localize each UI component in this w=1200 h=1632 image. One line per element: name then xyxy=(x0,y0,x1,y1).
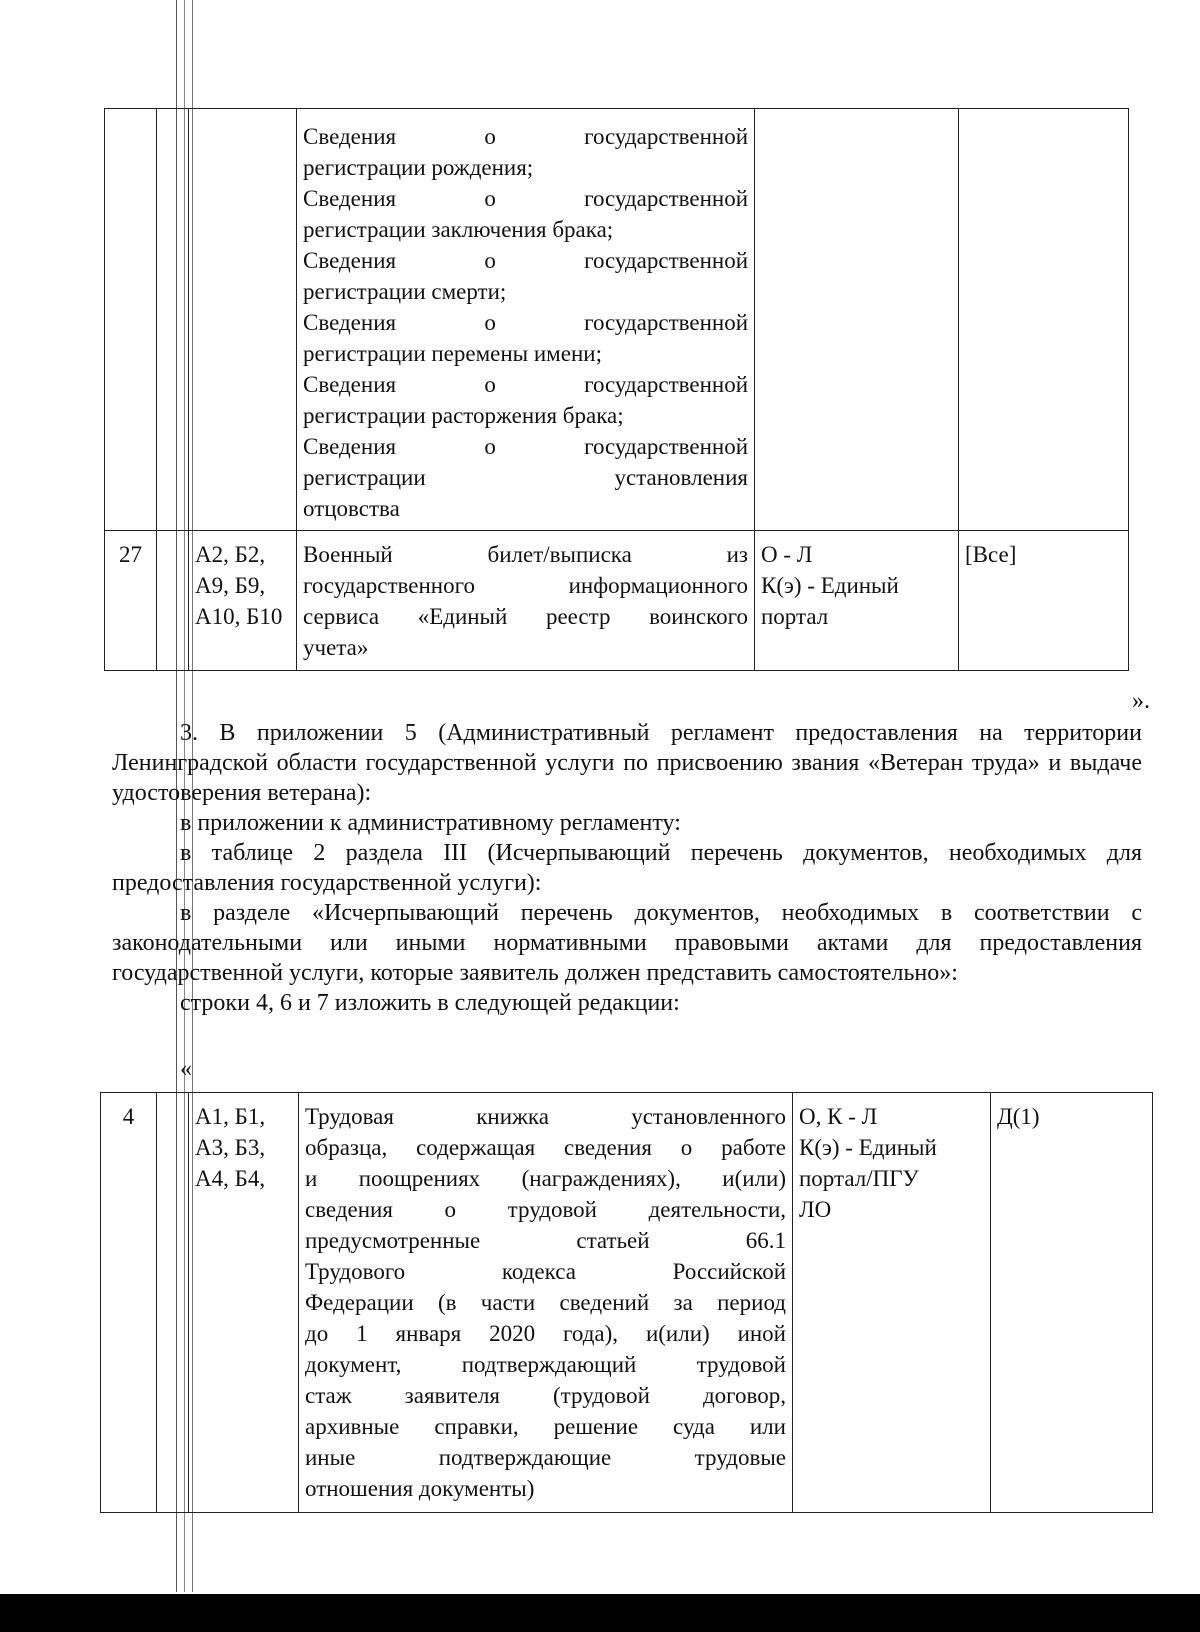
category-line: А2, Б2, xyxy=(195,542,266,567)
doc-line: Сведения о государственной xyxy=(303,434,748,459)
doc-line: архивные справки, решение суда или xyxy=(305,1414,786,1439)
doc-line: Сведения о государственной xyxy=(303,310,748,335)
doc-line: регистрации смерти; xyxy=(303,279,507,304)
doc-line: до 1 января 2020 года), и(или) иной xyxy=(305,1321,786,1346)
cell-number: 4 xyxy=(101,1093,157,1513)
category-line: А9, Б9, xyxy=(195,573,266,598)
cell-document xyxy=(297,531,755,671)
cell-method xyxy=(793,1093,991,1513)
amendment-text xyxy=(112,718,1142,1018)
cell-applicants xyxy=(959,109,1129,531)
cell-spacer xyxy=(157,1093,189,1513)
cell-categories xyxy=(189,531,297,671)
doc-line: Сведения о государственной xyxy=(303,186,748,211)
cell-number xyxy=(105,109,157,531)
cell-applicants: Д(1) xyxy=(991,1093,1153,1513)
method-line: портал xyxy=(761,604,829,629)
doc-line: регистрации установления xyxy=(303,465,748,490)
doc-line: сведения о трудовой деятельности, xyxy=(305,1197,786,1222)
cell-applicants: [Все] xyxy=(959,531,1129,671)
cell-categories xyxy=(189,109,297,531)
documents-table-continuation xyxy=(104,108,1129,671)
doc-line: сервиса «Единый реестр воинского xyxy=(303,604,748,629)
doc-line: отношения документы) xyxy=(305,1476,535,1501)
doc-line: Военный билет/выписка из xyxy=(303,542,748,567)
doc-line: регистрации перемены имени; xyxy=(303,341,602,366)
cell-method xyxy=(755,531,959,671)
table-row xyxy=(101,1093,1153,1513)
documents-table-new-rows xyxy=(100,1092,1153,1513)
category-line: А3, Б3, xyxy=(195,1135,266,1160)
doc-line: государственного информационного xyxy=(303,573,748,598)
cell-document xyxy=(299,1093,793,1513)
doc-line: регистрации заключения брака; xyxy=(303,217,614,242)
cell-categories xyxy=(189,1093,299,1513)
paragraph: в таблице 2 раздела III (Исчерпывающий перечень документов, необходимых для предоставления государственной услуги): xyxy=(112,840,1142,896)
doc-line: учета» xyxy=(303,635,369,660)
paragraph: в приложении к административному регламенту: xyxy=(180,810,681,836)
doc-line: предусмотренные статьей 66.1 xyxy=(305,1228,786,1253)
cell-document xyxy=(297,109,755,531)
doc-line: иные подтверждающие трудовые xyxy=(305,1445,786,1470)
doc-line: отцовства xyxy=(303,496,400,521)
method-line: К(э) - Единый xyxy=(799,1135,937,1160)
opening-quote: « xyxy=(180,1056,192,1082)
closing-quote: ». xyxy=(1132,688,1150,714)
cell-spacer xyxy=(157,531,189,671)
method-line: К(э) - Единый xyxy=(761,573,899,598)
scan-bottom-edge xyxy=(0,1594,1200,1632)
doc-line: и поощрениях (награждениях), и(или) xyxy=(305,1166,786,1191)
method-line: ЛО xyxy=(799,1197,832,1222)
category-line: А4, Б4, xyxy=(195,1166,266,1191)
cell-spacer xyxy=(157,109,189,531)
doc-line: стаж заявителя (трудовой договор, xyxy=(305,1383,786,1408)
doc-line: Сведения о государственной xyxy=(303,248,748,273)
doc-line: Сведения о государственной xyxy=(303,372,748,397)
cell-number: 27 xyxy=(105,531,157,671)
doc-line: Федерации (в части сведений за период xyxy=(305,1290,786,1315)
doc-line: документ, подтверждающий трудовой xyxy=(305,1352,786,1377)
doc-line: Сведения о государственной xyxy=(303,124,748,149)
table-row xyxy=(105,109,1129,531)
paragraph: в разделе «Исчерпывающий перечень документов, необходимых в соответствии с законодательными или иными нормативными правовыми актами для предоставления государственной услуги, которые заявитель должен представить самостоятельно»: xyxy=(112,900,1142,986)
method-line: О - Л xyxy=(761,542,813,567)
doc-line: регистрации расторжения брака; xyxy=(303,403,624,428)
paragraph: строки 4, 6 и 7 изложить в следующей редакции: xyxy=(180,990,680,1016)
doc-line: регистрации рождения; xyxy=(303,155,534,180)
doc-line: образца, содержащая сведения о работе xyxy=(305,1135,786,1160)
method-line: О, К - Л xyxy=(799,1104,878,1129)
method-line: портал/ПГУ xyxy=(799,1166,919,1191)
table-row xyxy=(105,531,1129,671)
doc-line: Трудовая книжка установленного xyxy=(305,1104,786,1129)
category-line: А10, Б10 xyxy=(195,604,283,629)
doc-line: Трудового кодекса Российской xyxy=(305,1259,786,1284)
paragraph: 3. В приложении 5 (Административный регламент предоставления на территории Ленинградской области государственной услуги по присвоению звания «Ветеран труда» и выдаче удостоверения ветерана): xyxy=(112,720,1142,806)
cell-method xyxy=(755,109,959,531)
category-line: А1, Б1, xyxy=(195,1104,266,1129)
